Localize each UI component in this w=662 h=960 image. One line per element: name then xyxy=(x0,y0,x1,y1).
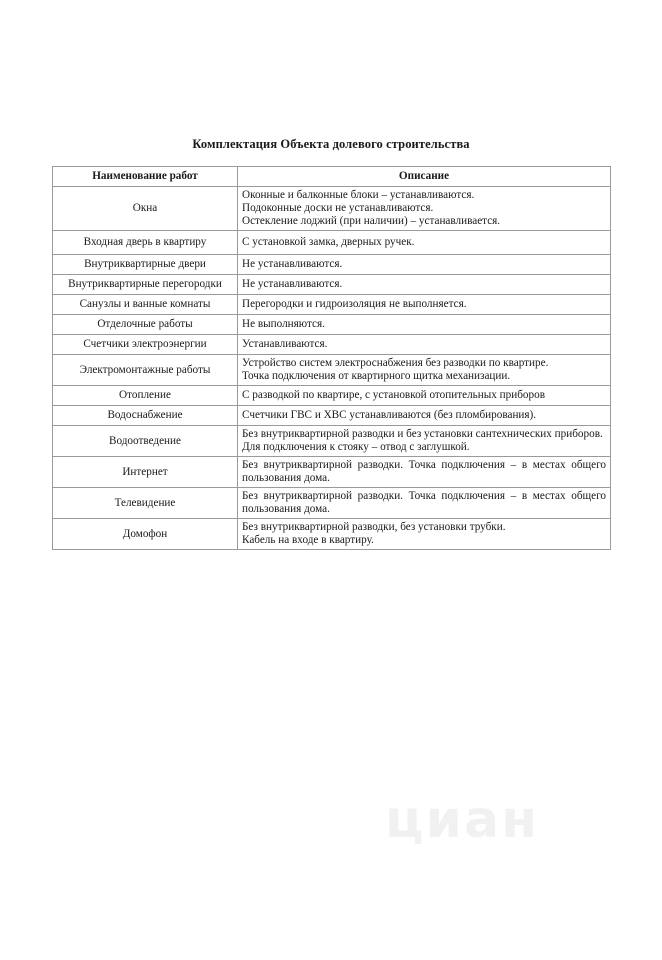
row-name: Внутриквартирные двери xyxy=(53,255,238,275)
row-name: Интернет xyxy=(53,457,238,488)
row-name: Водоотведение xyxy=(53,426,238,457)
table-row-water-supply xyxy=(53,406,611,426)
row-description: Без внутриквартирной разводки. Точка подключения – в местах общего пользования дома. xyxy=(238,457,611,488)
row-name: Отделочные работы xyxy=(53,315,238,335)
table-row-internet xyxy=(53,457,611,488)
row-name: Счетчики электроэнергии xyxy=(53,335,238,355)
table-row-heating xyxy=(53,386,611,406)
table-row-electrical-works xyxy=(53,355,611,386)
row-description: Устройство систем электроснабжения без разводки по квартире. Точка подключения от квартирного щитка механизации. xyxy=(238,355,611,386)
row-name: Санузлы и ванные комнаты xyxy=(53,295,238,315)
row-name: Электромонтажные работы xyxy=(53,355,238,386)
table-row-interior-partitions xyxy=(53,275,611,295)
table-row-finishing xyxy=(53,315,611,335)
table-row-intercom xyxy=(53,519,611,550)
row-name: Входная дверь в квартиру xyxy=(53,231,238,255)
row-description: Оконные и балконные блоки – устанавливаются. Подоконные доски не устанавливаются. Остекление лоджий (при наличии) – устанавливается. xyxy=(238,187,611,231)
row-description: Перегородки и гидроизоляция не выполняется. xyxy=(238,295,611,315)
row-description: С разводкой по квартире, с установкой отопительных приборов xyxy=(238,386,611,406)
table-row-interior-doors xyxy=(53,255,611,275)
row-name: Домофон xyxy=(53,519,238,550)
row-description: С установкой замка, дверных ручек. xyxy=(238,231,611,255)
row-description: Не устанавливаются. xyxy=(238,255,611,275)
table-row-bathrooms xyxy=(53,295,611,315)
table-row-drainage xyxy=(53,426,611,457)
row-description: Без внутриквартирной разводки, без установки трубки. Кабель на входе в квартиру. xyxy=(238,519,611,550)
row-name: Телевидение xyxy=(53,488,238,519)
row-name: Окна xyxy=(53,187,238,231)
row-description: Не устанавливаются. xyxy=(238,275,611,295)
row-description: Счетчики ГВС и ХВС устанавливаются (без пломбирования). xyxy=(238,406,611,426)
row-name: Внутриквартирные перегородки xyxy=(53,275,238,295)
table-header-row xyxy=(53,167,611,187)
row-name: Отопление xyxy=(53,386,238,406)
equipment-table xyxy=(52,166,611,550)
row-name: Водоснабжение xyxy=(53,406,238,426)
document-title: Комплектация Объекта долевого строительства xyxy=(192,137,470,151)
table-row-entrance-door xyxy=(53,231,611,255)
table-row-electric-meters xyxy=(53,335,611,355)
header-description: Описание xyxy=(238,167,611,187)
row-description: Без внутриквартирной разводки. Точка подключения – в местах общего пользования дома. xyxy=(238,488,611,519)
header-work-name: Наименование работ xyxy=(53,167,238,187)
cian-watermark: циан xyxy=(385,790,539,850)
row-description: Устанавливаются. xyxy=(238,335,611,355)
table-row-windows xyxy=(53,187,611,231)
row-description: Не выполняются. xyxy=(238,315,611,335)
row-description: Без внутриквартирной разводки и без установки сантехнических приборов. Для подключения к стояку – отвод с заглушкой. xyxy=(238,426,611,457)
table-row-television xyxy=(53,488,611,519)
